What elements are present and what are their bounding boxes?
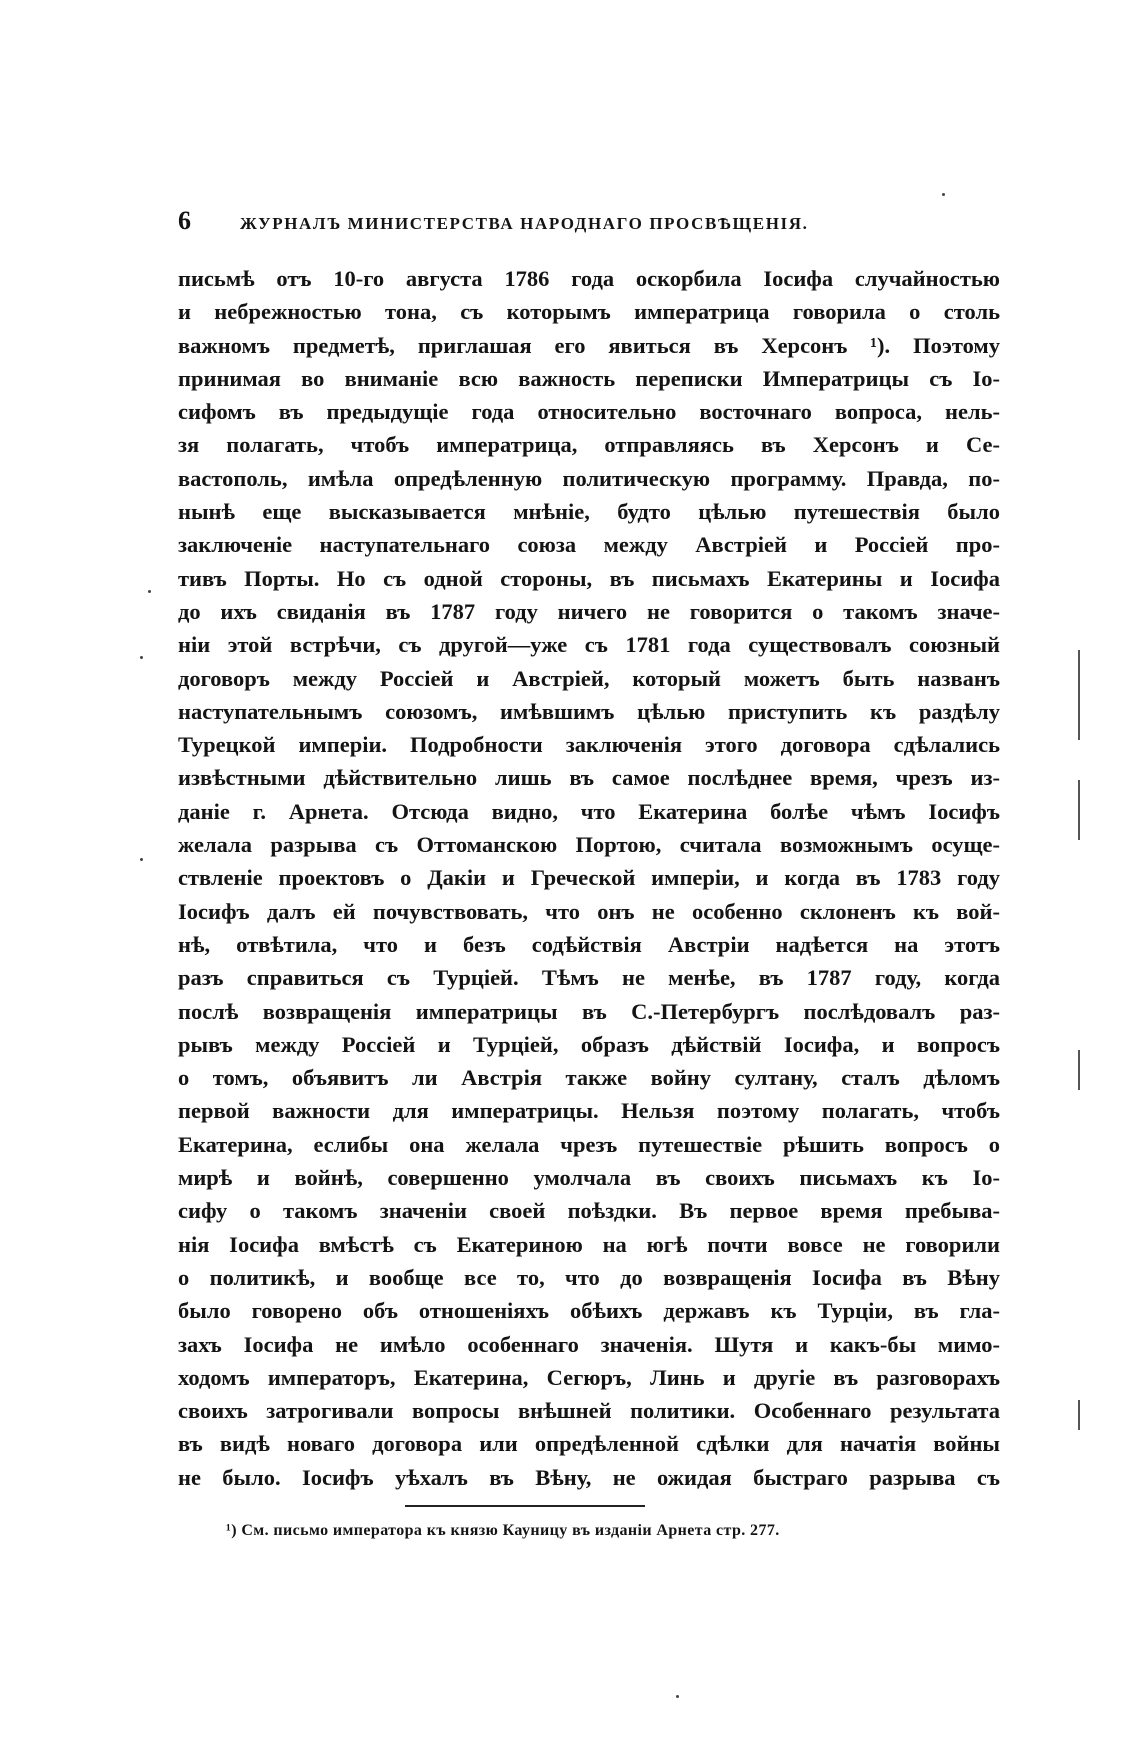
text-line: Екатерина, еслибы она желала чрезъ путешествіе рѣшить вопросъ о [178,1131,1000,1157]
text-line: разъ справиться съ Турціей. Тѣмъ не менѣе, въ 1787 году, когда [178,965,1000,991]
margin-mark [1078,1050,1080,1090]
text-line: принимая во вниманіе всю важность переписки Императрицы съ Іо- [178,365,1000,391]
text-line: ходомъ императоръ, Екатерина, Сегюръ, Линь и другіе въ разговорахъ [178,1364,1000,1390]
text-line: Турецкой имперіи. Подробности заключенія этого договора сдѣлались [178,732,1000,758]
scan-speck [140,656,143,659]
text-line: рывъ между Россіей и Турціей, образъ дѣйствій Іосифа, и вопросъ [178,1031,1000,1057]
text-line: сифу о такомъ значеніи своей поѣздки. Въ первое время пребыва- [178,1198,1000,1224]
scan-speck [148,590,151,593]
text-line: послѣ возвращенія императрицы въ С.-Петербургъ послѣдовалъ раз- [178,998,1000,1024]
text-line: зя полагать, чтобъ императрица, отправляясь въ Херсонъ и Се- [178,432,1000,458]
text-line: мирѣ и войнѣ, совершенно умолчала въ своихъ письмахъ къ Іо- [178,1165,1000,1191]
scan-speck [942,193,945,196]
margin-mark [1078,1400,1080,1430]
page-number: 6 [178,206,191,235]
text-line: договоръ между Россіей и Австріей, который можетъ быть названъ [178,665,1000,691]
text-line: ніи этой встрѣчи, съ другой—уже съ 1781 года существовалъ союзный [178,632,1000,658]
margin-mark [1078,780,1080,840]
text-line: даніе г. Арнета. Отсюда видно, что Екатерина болѣе чѣмъ Іосифъ [178,798,1000,824]
text-line: извѣстными дѣйствительно лишь въ самое послѣднее время, чрезъ из- [178,765,1000,791]
scan-speck [676,1695,679,1698]
text-line: о политикѣ, и вообще все то, что до возвращенія Іосифа въ Вѣну [178,1264,1000,1290]
text-line: нія Іосифа вмѣстѣ съ Екатериною на югѣ почти вовсе не говорили [178,1231,1000,1257]
text-line: Іосифъ далъ ей почувствовать, что онъ не особенно склоненъ къ вой- [178,898,1000,924]
text-line: нѣ, отвѣтила, что и безъ содѣйствія Австріи надѣется на этотъ [178,931,1000,957]
text-line: не было. Іосифъ уѣхалъ въ Вѣну, не ожидая быстраго разрыва съ [178,1464,1000,1490]
text-line: первой важности для императрицы. Нельзя поэтому полагать, чтобъ [178,1098,1000,1124]
text-line: въ видѣ новаго договора или опредѣленной сдѣлки для начатія войны [178,1431,1000,1457]
text-line: сифомъ въ предыдущіе года относительно восточнаго вопроса, нель- [178,399,1000,425]
text-line: вастополь, имѣла опредѣленную политическую программу. Правда, по- [178,465,1000,491]
body-text [178,262,1000,1494]
text-line: захъ Іосифа не имѣло особеннаго значенія. Шутя и какъ-бы мимо- [178,1331,1000,1357]
text-line: нынѣ еще высказывается мнѣніе, будто цѣлью путешествія было [178,499,1000,525]
footnote: ¹) См. письмо императора къ князю Кауницу въ изданіи Арнета стр. 277. [226,1522,780,1539]
text-line: было говорено объ отношеніяхъ обѣихъ державъ къ Турціи, въ гла- [178,1298,1000,1324]
footnote-divider [405,1505,645,1507]
text-line: и небрежностью тона, съ которымъ императрица говорила о столь [178,299,1000,325]
page-header [178,206,1008,236]
text-line: тивъ Порты. Но съ одной стороны, въ письмахъ Екатерины и Іосифа [178,565,1000,591]
text-line: желала разрыва съ Оттоманскою Портою, считала возможнымъ осуще- [178,832,1000,858]
scan-speck [140,858,143,861]
running-head: ЖУРНАЛЪ МИНИСТЕРСТВА НАРОДНАГО ПРОСВѢЩЕНІЯ. [240,214,809,233]
margin-mark [1078,650,1080,740]
text-line: о томъ, объявитъ ли Австрія также войну султану, сталъ дѣломъ [178,1065,1000,1091]
text-line: ствленіе проектовъ о Дакіи и Греческой имперіи, и когда въ 1783 году [178,865,1000,891]
text-line: наступательнымъ союзомъ, имѣвшимъ цѣлью приступить къ раздѣлу [178,698,1000,724]
text-line: письмѣ отъ 10-го августа 1786 года оскорбила Іосифа случайностью [178,266,1000,291]
text-line: до ихъ свиданія въ 1787 году ничего не говорится о такомъ значе- [178,598,1000,624]
text-line: важномъ предметѣ, приглашая его явиться въ Херсонъ ¹). Поэтому [178,332,1000,358]
text-line: своихъ затрогивали вопросы внѣшней политики. Особеннаго результата [178,1398,1000,1424]
text-line: заключеніе наступательнаго союза между Австріей и Россіей про- [178,532,1000,558]
